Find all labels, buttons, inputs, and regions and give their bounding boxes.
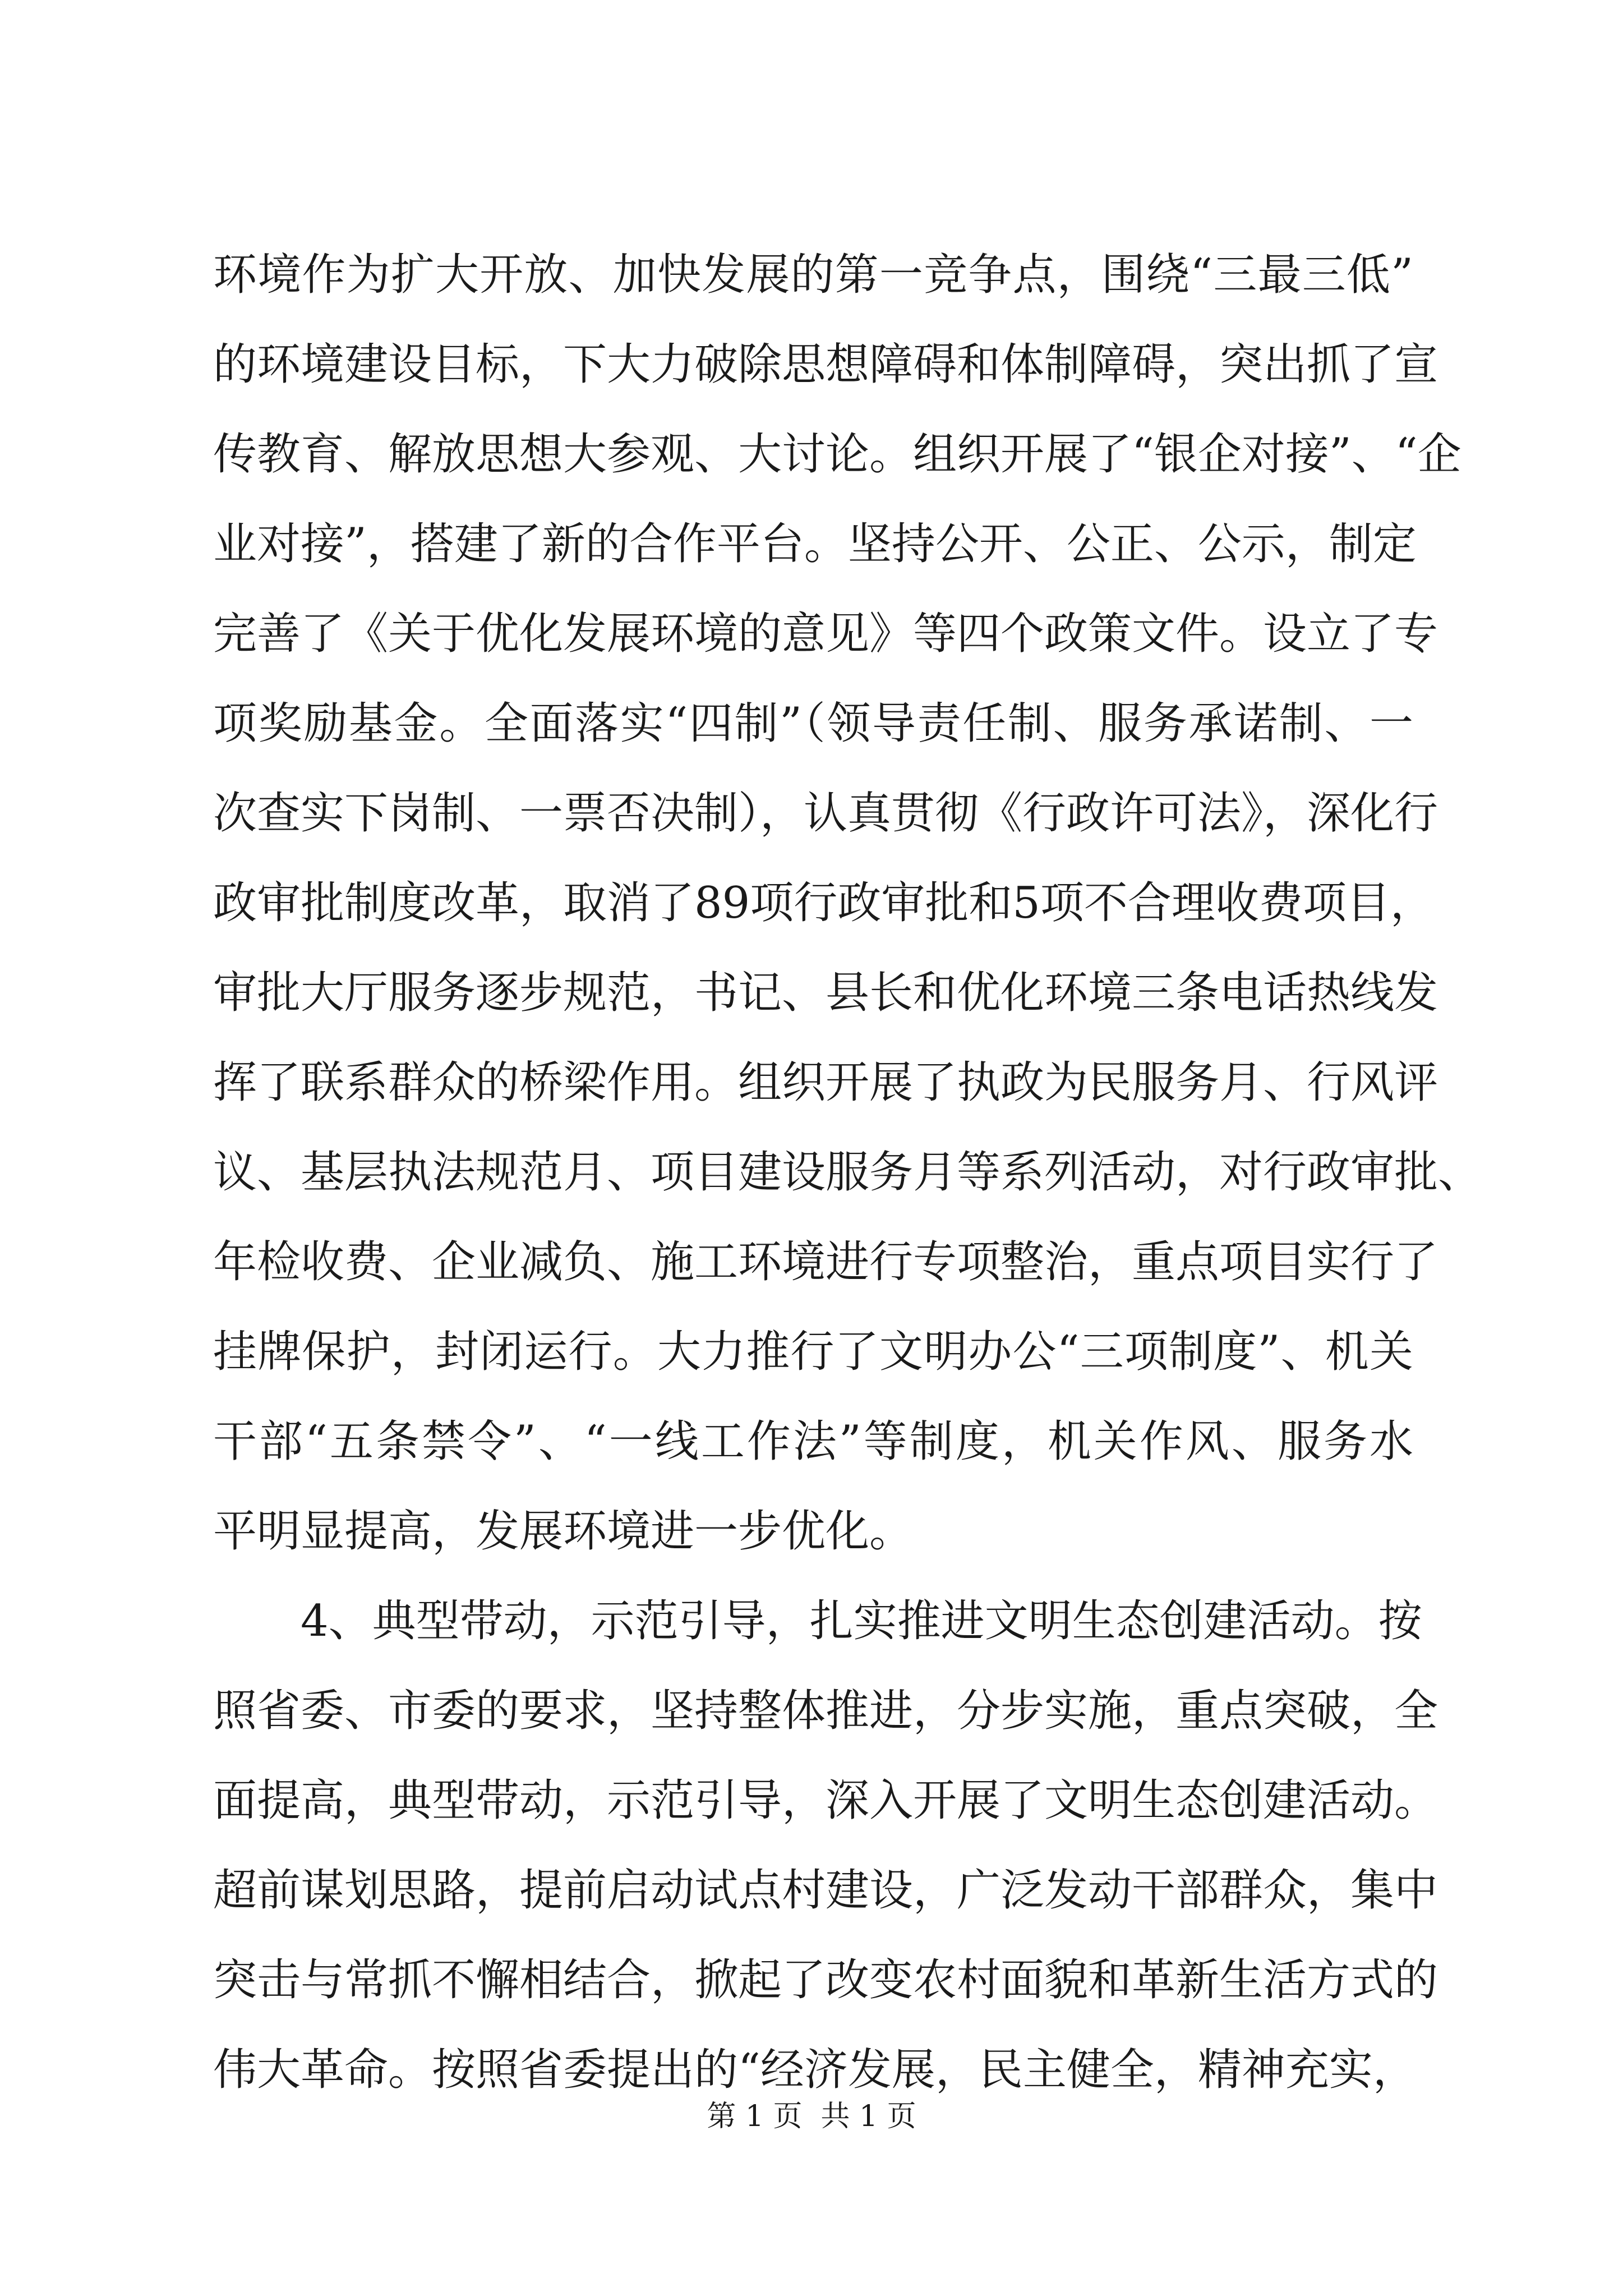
text-line: 审批大厅服务逐步规范，书记、县长和优化环境三条电话热线发 [213,968,1438,1018]
paragraph-end-line: 平明显提高，发展环境进一步优化。 [213,1506,914,1557]
text-line: 照省委、市委的要求，坚持整体推进，分步实施，重点突破，全 [213,1686,1438,1736]
text-line: 传教育、解放思想大参观、大讨论。组织开展了“银企对接”、“企 [213,429,1461,480]
body-text [213,230,1482,2115]
text-line: 议、基层执法规范月、项目建设服务月等系列活动，对行政审批、 [213,1147,1482,1198]
text-line: 政审批制度改革，取消了89项行政审批和5项不合理收费项目， [213,878,1434,928]
text-line: 干部“五条禁令”、“一线工作法”等制度，机关作风、服务水 [213,1416,1413,1467]
text-line: 年检收费、企业减负、施工环境进行专项整治，重点项目实行了 [213,1237,1438,1287]
paragraph-start-line: 4、典型带动，示范引导，扎实推进文明生态创建活动。按 [301,1596,1422,1646]
text-line: 次查实下岗制、一票否决制），认真贯彻《行政许可法》，深化行 [213,788,1438,839]
text-line: 伟大革命。按照省委提出的“经济发展，民主健全，精神充实， [213,2045,1417,2095]
text-line: 的环境建设目标，下大力破除思想障碍和体制障碍，突出抓了宣 [213,339,1438,390]
text-line: 完善了《关于优化发展环境的意见》等四个政策文件。设立了专 [213,609,1438,659]
text-line: 突击与常抓不懈相结合，掀起了改变农村面貌和革新生活方式的 [213,1955,1438,2005]
text-line: 环境作为扩大开放、加快发展的第一竞争点，围绕“三最三低” [213,250,1413,300]
page-footer: 第 1 页 共 1 页 [707,2100,916,2133]
text-line: 超前谋划思路，提前启动试点村建设，广泛发动干部群众，集中 [213,1865,1438,1916]
text-line: 挥了联系群众的桥梁作用。组织开展了执政为民服务月、行风评 [213,1057,1438,1108]
text-line: 挂牌保护，封闭运行。大力推行了文明办公“三项制度”、机关 [213,1327,1413,1377]
text-line: 面提高，典型带动，示范引导，深入开展了文明生态创建活动。 [213,1775,1438,1826]
text-line: 业对接”，搭建了新的合作平台。坚持公开、公正、公示，制定 [213,519,1417,569]
text-line: 项奖励基金。全面落实“四制”（领导责任制、服务承诺制、一 [213,698,1413,749]
